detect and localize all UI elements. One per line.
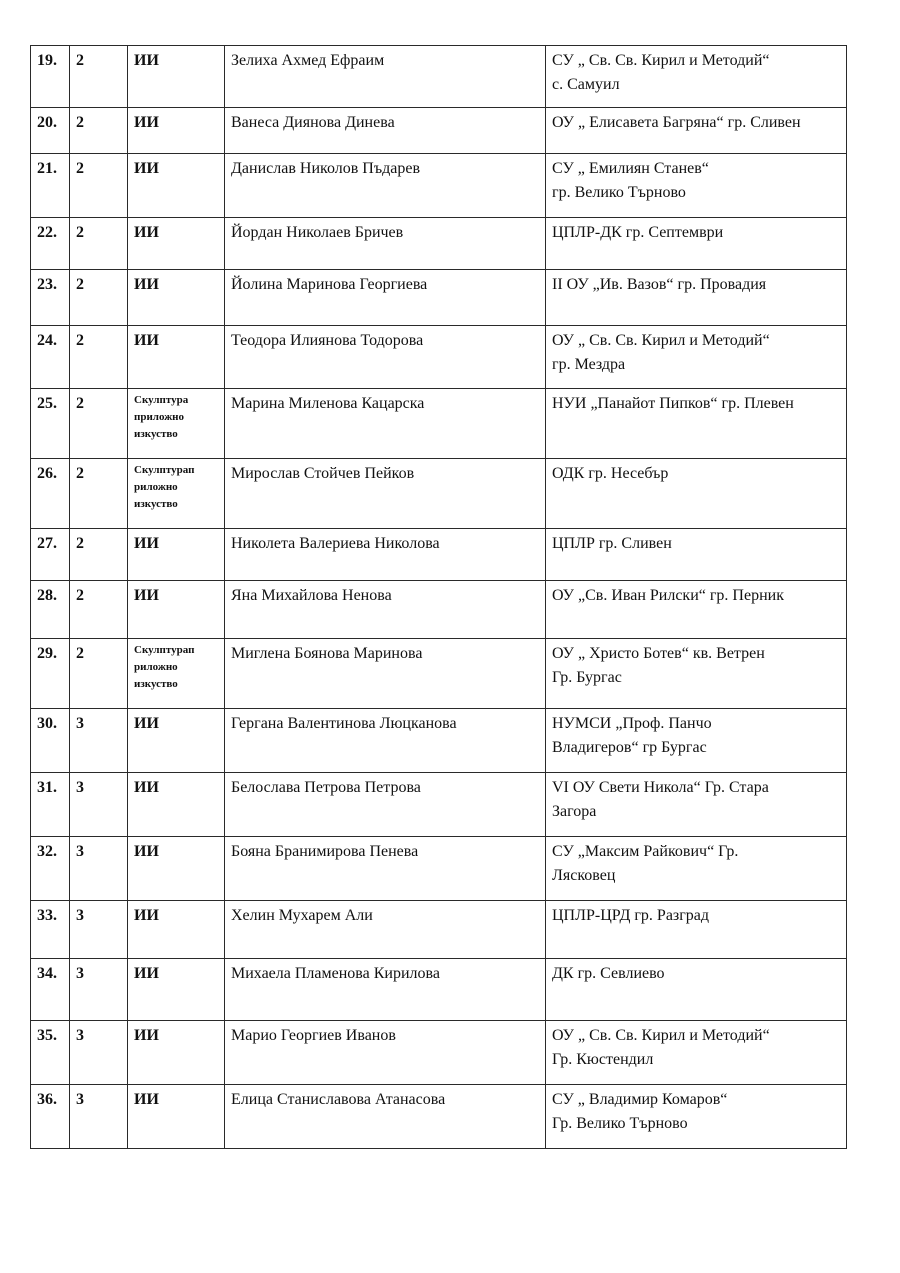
row-grade: 3 xyxy=(70,901,128,959)
row-category: ИИ xyxy=(128,46,225,108)
row-school: НУМСИ „Проф. Панчо Владигеров“ гр Бургас xyxy=(546,709,847,773)
row-category: ИИ xyxy=(128,154,225,218)
participants-table xyxy=(30,45,847,1149)
row-name: Николета Валериева Николова xyxy=(225,529,546,581)
row-grade: 2 xyxy=(70,154,128,218)
row-school: ОУ „ Св. Св. Кирил и Методий“ гр. Мездра xyxy=(546,326,847,389)
row-grade: 3 xyxy=(70,837,128,901)
table-row xyxy=(31,459,847,529)
table-row xyxy=(31,837,847,901)
row-number: 36. xyxy=(31,1085,70,1149)
row-grade: 3 xyxy=(70,959,128,1021)
table-row xyxy=(31,46,847,108)
row-grade: 2 xyxy=(70,270,128,326)
row-number: 22. xyxy=(31,218,70,270)
row-grade: 3 xyxy=(70,1085,128,1149)
row-category: ИИ xyxy=(128,1021,225,1085)
row-number: 29. xyxy=(31,639,70,709)
row-category: ИИ xyxy=(128,1085,225,1149)
row-name: Яна Михайлова Ненова xyxy=(225,581,546,639)
row-name: Данислав Николов Пъдарев xyxy=(225,154,546,218)
row-category: ИИ xyxy=(128,709,225,773)
row-name: Зелиха Ахмед Ефраим xyxy=(225,46,546,108)
table-body xyxy=(31,46,847,1149)
row-school: II ОУ „Ив. Вазов“ гр. Провадия xyxy=(546,270,847,326)
row-school: VI ОУ Свети Никола“ Гр. Стара Загора xyxy=(546,773,847,837)
row-school: ОУ „Св. Иван Рилски“ гр. Перник xyxy=(546,581,847,639)
row-name: Елица Станиславова Атанасова xyxy=(225,1085,546,1149)
table-row xyxy=(31,218,847,270)
row-school: НУИ „Панайот Пипков“ гр. Плевен xyxy=(546,389,847,459)
row-name: Миглена Боянова Маринова xyxy=(225,639,546,709)
row-name: Йордан Николаев Бричев xyxy=(225,218,546,270)
row-number: 25. xyxy=(31,389,70,459)
row-category: ИИ xyxy=(128,218,225,270)
table-row xyxy=(31,154,847,218)
table-row xyxy=(31,389,847,459)
row-name: Марио Георгиев Иванов xyxy=(225,1021,546,1085)
row-number: 24. xyxy=(31,326,70,389)
row-number: 35. xyxy=(31,1021,70,1085)
row-number: 23. xyxy=(31,270,70,326)
row-category: ИИ xyxy=(128,837,225,901)
row-category: ИИ xyxy=(128,326,225,389)
row-number: 26. xyxy=(31,459,70,529)
row-number: 30. xyxy=(31,709,70,773)
table-row xyxy=(31,1085,847,1149)
row-grade: 2 xyxy=(70,389,128,459)
row-category: ИИ xyxy=(128,959,225,1021)
row-grade: 2 xyxy=(70,459,128,529)
row-school: СУ „ Владимир Комаров“ Гр. Велико Търново xyxy=(546,1085,847,1149)
row-grade: 2 xyxy=(70,529,128,581)
row-grade: 3 xyxy=(70,773,128,837)
row-school: ЦПЛР-ДК гр. Септември xyxy=(546,218,847,270)
row-grade: 2 xyxy=(70,639,128,709)
row-number: 34. xyxy=(31,959,70,1021)
table-row xyxy=(31,326,847,389)
row-grade: 2 xyxy=(70,218,128,270)
row-category: ИИ xyxy=(128,773,225,837)
row-grade: 2 xyxy=(70,581,128,639)
row-name: Белослава Петрова Петрова xyxy=(225,773,546,837)
table-row xyxy=(31,959,847,1021)
row-category: ИИ xyxy=(128,108,225,154)
row-number: 33. xyxy=(31,901,70,959)
row-grade: 2 xyxy=(70,46,128,108)
row-number: 27. xyxy=(31,529,70,581)
row-school: ОУ „ Христо Ботев“ кв. Ветрен Гр. Бургас xyxy=(546,639,847,709)
row-school: СУ „ Св. Св. Кирил и Методий“ с. Самуил xyxy=(546,46,847,108)
row-name: Марина Миленова Кацарска xyxy=(225,389,546,459)
row-category: Скулптурап риложно изкуство xyxy=(128,639,225,709)
row-name: Бояна Бранимирова Пенева xyxy=(225,837,546,901)
row-category: Скулптура приложно изкуство xyxy=(128,389,225,459)
table-row xyxy=(31,709,847,773)
table-row xyxy=(31,901,847,959)
table-row xyxy=(31,529,847,581)
row-category: Скулптурап риложно изкуство xyxy=(128,459,225,529)
row-number: 32. xyxy=(31,837,70,901)
table-row xyxy=(31,270,847,326)
row-school: СУ „Максим Райкович“ Гр. Лясковец xyxy=(546,837,847,901)
row-number: 21. xyxy=(31,154,70,218)
table-row xyxy=(31,108,847,154)
table-row xyxy=(31,773,847,837)
row-grade: 3 xyxy=(70,1021,128,1085)
row-grade: 2 xyxy=(70,108,128,154)
row-name: Михаела Пламенова Кирилова xyxy=(225,959,546,1021)
row-grade: 2 xyxy=(70,326,128,389)
row-school: ОДК гр. Несебър xyxy=(546,459,847,529)
row-school: ДК гр. Севлиево xyxy=(546,959,847,1021)
row-school: СУ „ Емилиян Станев“ гр. Велико Търново xyxy=(546,154,847,218)
row-category: ИИ xyxy=(128,581,225,639)
row-name: Мирослав Стойчев Пейков xyxy=(225,459,546,529)
table-row xyxy=(31,581,847,639)
row-name: Йолина Маринова Георгиева xyxy=(225,270,546,326)
row-school: ЦПЛР гр. Сливен xyxy=(546,529,847,581)
row-school: ОУ „ Елисавета Багряна“ гр. Сливен xyxy=(546,108,847,154)
row-school: ЦПЛР-ЦРД гр. Разград xyxy=(546,901,847,959)
row-number: 19. xyxy=(31,46,70,108)
row-name: Гергана Валентинова Люцканова xyxy=(225,709,546,773)
table-row xyxy=(31,1021,847,1085)
row-number: 20. xyxy=(31,108,70,154)
row-name: Теодора Илиянова Тодорова xyxy=(225,326,546,389)
row-category: ИИ xyxy=(128,529,225,581)
table-row xyxy=(31,639,847,709)
row-name: Хелин Мухарем Али xyxy=(225,901,546,959)
row-number: 31. xyxy=(31,773,70,837)
row-category: ИИ xyxy=(128,270,225,326)
row-number: 28. xyxy=(31,581,70,639)
row-school: ОУ „ Св. Св. Кирил и Методий“ Гр. Кюстендил xyxy=(546,1021,847,1085)
row-name: Ванеса Диянова Динева xyxy=(225,108,546,154)
row-grade: 3 xyxy=(70,709,128,773)
row-category: ИИ xyxy=(128,901,225,959)
